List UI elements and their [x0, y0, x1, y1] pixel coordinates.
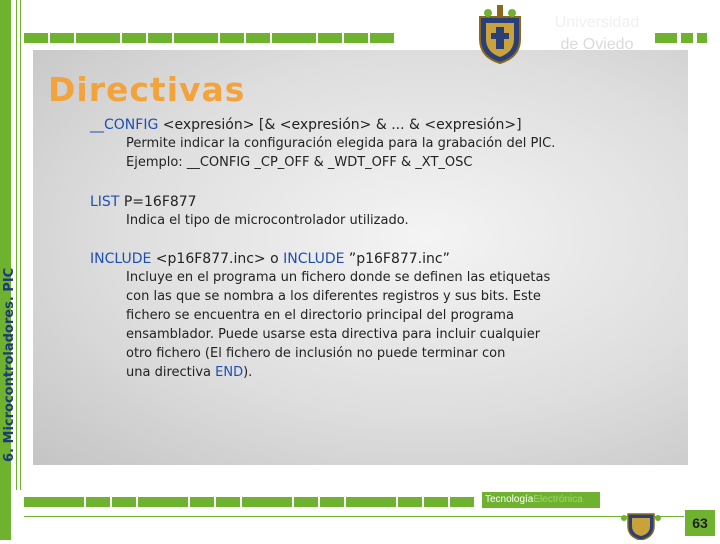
university-name-line1: Universidad — [554, 14, 640, 31]
end-keyword: END — [215, 365, 244, 380]
include-line: con las que se nombra a los diferentes registros y sus bits. Este — [126, 289, 541, 304]
config-example: Ejemplo: __CONFIG _CP_OFF & _WDT_OFF & _XT_OSC — [126, 155, 473, 170]
list-directive — [90, 193, 409, 230]
top-right-square-3 — [697, 33, 707, 43]
include-line: fichero se encuentra en el directorio principal del programa — [126, 308, 514, 323]
university-crest-icon — [472, 5, 528, 69]
top-right-square-2 — [681, 33, 693, 43]
include-keyword: INCLUDE — [90, 251, 152, 267]
top-decoration — [24, 33, 454, 43]
list-keyword: LIST — [90, 194, 120, 210]
university-crest-small-icon — [618, 510, 664, 544]
config-directive — [90, 116, 555, 172]
include-last-line — [90, 363, 550, 382]
footer-part2: Electrónica — [533, 494, 583, 505]
section-vertical-title: 6. Microcontroladores. PIC — [2, 267, 17, 462]
footer-label — [482, 492, 600, 508]
university-name — [537, 12, 657, 56]
config-args: <expresión> [& <expresión> & ... & <expresión>] — [158, 117, 522, 133]
include-syntax — [90, 250, 550, 268]
list-description: Indica el tipo de microcontrolador utilizado. — [126, 213, 409, 228]
include-last-suffix: ). — [243, 365, 253, 380]
config-description: Permite indicar la configuración elegida para la grabación del PIC. — [126, 136, 556, 151]
university-name-line2: de Oviedo — [560, 36, 634, 53]
list-syntax — [90, 193, 409, 211]
include-keyword-2: INCLUDE — [283, 251, 345, 267]
config-keyword: __CONFIG — [90, 117, 159, 133]
include-line: otro fichero (El fichero de inclusión no puede terminar con — [126, 346, 506, 361]
include-arg2: ”p16F877.inc” — [344, 251, 450, 267]
include-line: ensamblador. Puede usarse esta directiva para incluir cualquier — [126, 327, 541, 342]
page-number: 63 — [685, 510, 715, 536]
include-directive — [90, 250, 550, 382]
top-right-square — [655, 33, 677, 43]
include-line: Incluye en el programa un fichero donde se definen las etiquetas — [126, 270, 551, 285]
footer-part1: Tecnología — [485, 494, 534, 505]
bottom-line — [24, 516, 684, 517]
include-last-prefix: una directiva — [126, 365, 216, 380]
list-args: P=16F877 — [119, 194, 197, 210]
include-arg1: <p16F877.inc> o — [151, 251, 284, 267]
slide-title: Directivas — [48, 70, 246, 109]
config-syntax — [90, 116, 555, 134]
